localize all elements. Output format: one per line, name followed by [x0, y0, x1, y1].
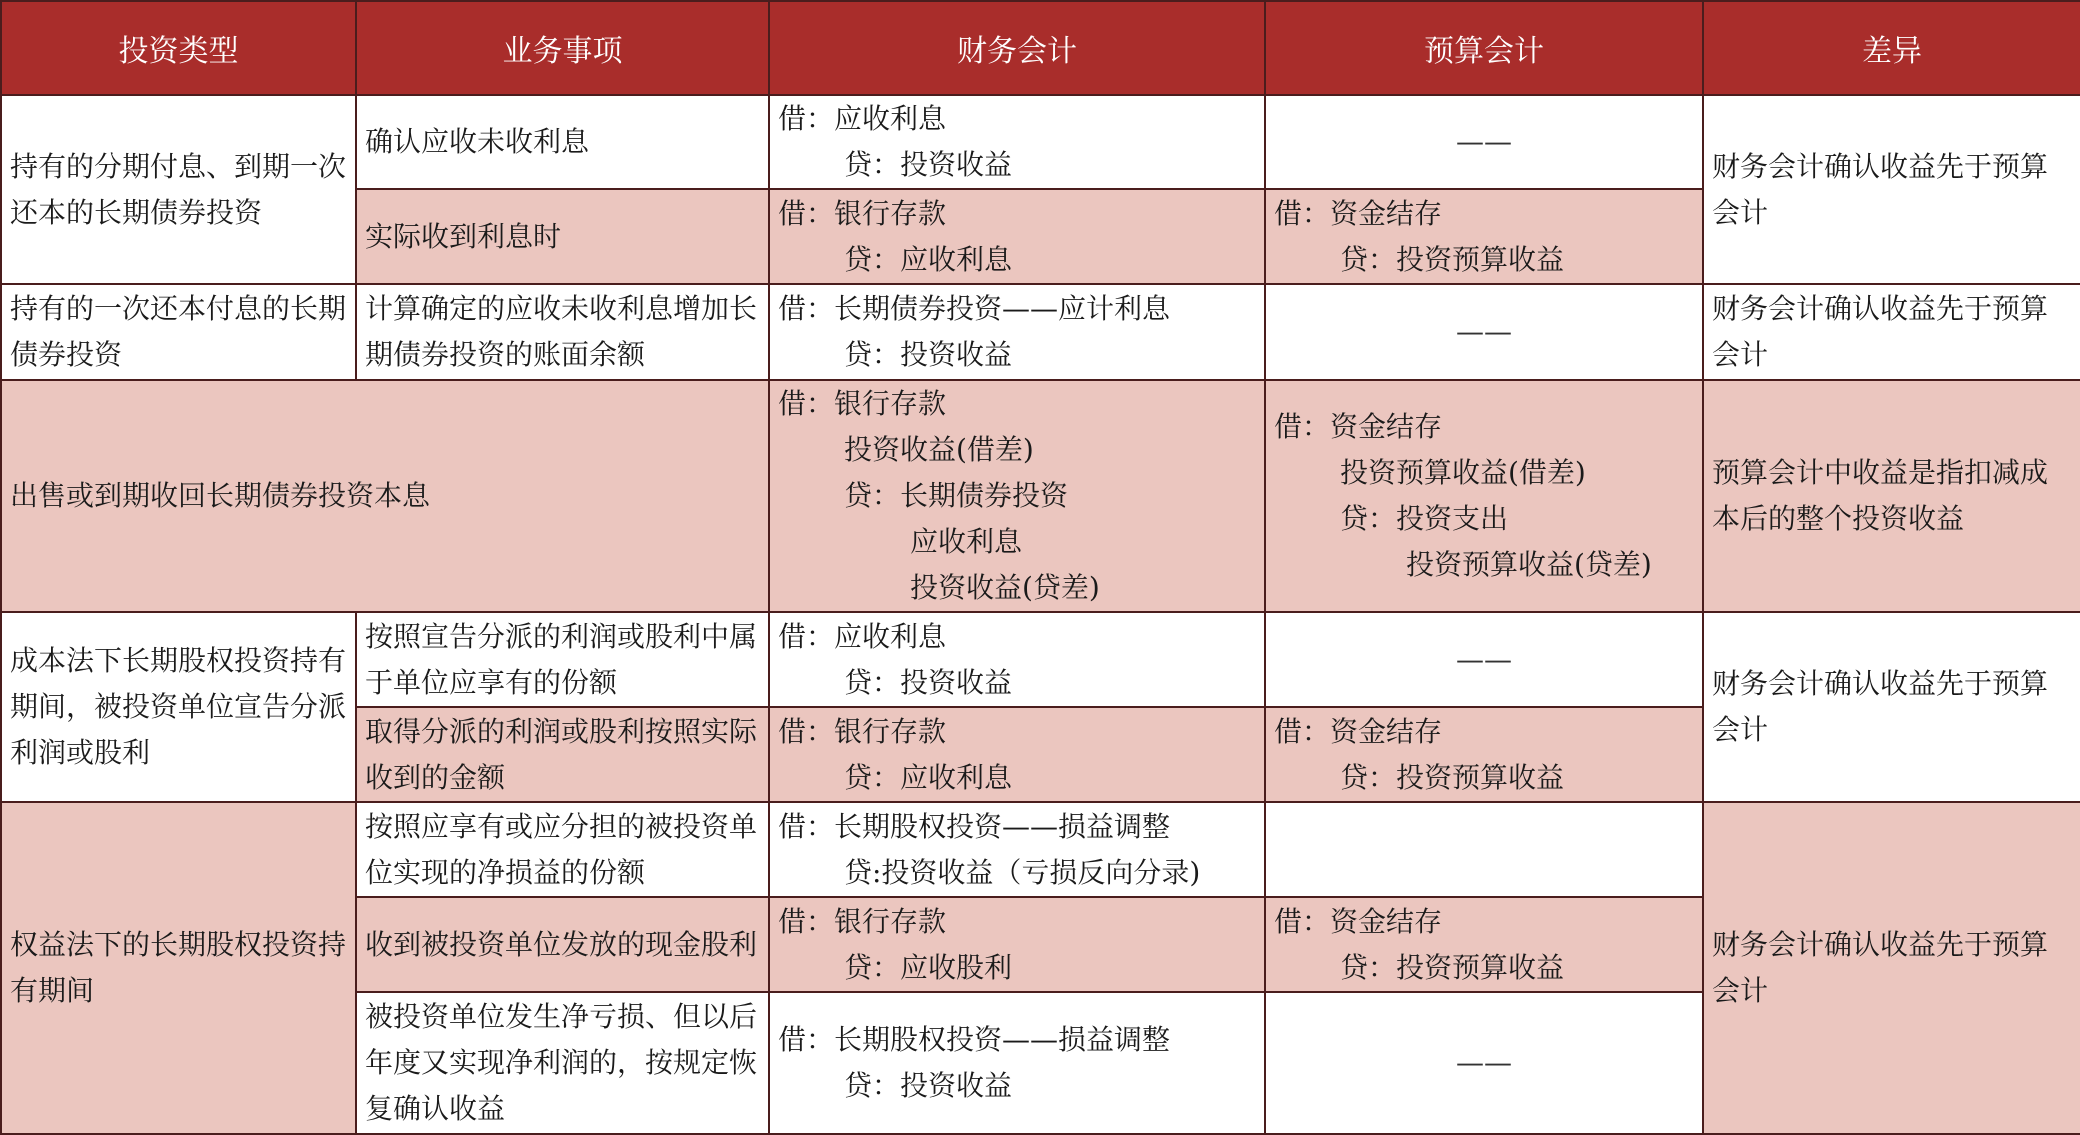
business-item-cell: 取得分派的利润或股利按照实际收到的金额 [356, 707, 769, 802]
journal-line: 借：资金结存 [1274, 409, 1443, 443]
difference-cell: 财务会计确认收益先于预算会计 [1703, 284, 2080, 379]
budget-entry-cell [1265, 992, 1703, 1134]
journal-line: 投资预算收益(贷差) [1406, 547, 1652, 581]
business-item-cell: 收到被投资单位发放的现金股利 [356, 897, 769, 991]
journal-line: 借：银行存款 [778, 196, 947, 230]
business-item-cell: 被投资单位发生净亏损、但以后年度又实现净利润的，按规定恢复确认收益 [356, 992, 769, 1134]
business-item-cell: 确认应收未收利息 [356, 95, 769, 189]
table-row [1, 802, 2080, 897]
budget-entry-cell [1265, 612, 1703, 707]
financial-entry-cell [769, 707, 1265, 802]
table-row [1, 284, 2080, 379]
difference-cell: 财务会计确认收益先于预算会计 [1703, 802, 2080, 1134]
journal-line: 借：长期债券投资——应计利息 [778, 291, 1171, 325]
journal-line: 投资预算收益(借差) [1340, 455, 1586, 489]
business-item-cell: 实际收到利息时 [356, 189, 769, 284]
header-budget-accounting: 预算会计 [1265, 1, 1703, 95]
empty-dash: —— [1456, 642, 1512, 676]
financial-entry-cell [769, 612, 1265, 707]
budget-entry-cell [1265, 707, 1703, 802]
header-business-item: 业务事项 [356, 1, 769, 95]
journal-line: 贷：投资支出 [1340, 501, 1509, 535]
journal-line: 贷：投资收益 [844, 1068, 1013, 1102]
journal-line: 借：银行存款 [778, 904, 947, 938]
financial-entry-cell [769, 992, 1265, 1134]
business-item-cell: 计算确定的应收未收利息增加长期债券投资的账面余额 [356, 284, 769, 379]
journal-line: 投资收益(贷差) [910, 570, 1100, 604]
investment-type-cell: 出售或到期收回长期债券投资本息 [1, 380, 769, 612]
header-row [1, 1, 2080, 95]
difference-cell: 预算会计中收益是指扣减成本后的整个投资收益 [1703, 380, 2080, 612]
budget-entry-cell [1265, 284, 1703, 379]
budget-entry-cell [1265, 802, 1703, 897]
table-row [1, 95, 2080, 189]
journal-line: 借：应收利息 [778, 102, 947, 136]
empty-dash: —— [1456, 125, 1512, 159]
journal-line: 贷：投资预算收益 [1340, 242, 1565, 276]
investment-type-cell: 持有的一次还本付息的长期债券投资 [1, 284, 356, 379]
journal-line: 贷：投资预算收益 [1340, 760, 1565, 794]
journal-line: 贷：投资收益 [844, 665, 1013, 699]
financial-entry-cell [769, 95, 1265, 189]
journal-line: 贷:投资收益（亏损反向分录) [844, 855, 1201, 889]
difference-cell: 财务会计确认收益先于预算会计 [1703, 612, 2080, 802]
investment-type-cell: 权益法下的长期股权投资持有期间 [1, 802, 356, 1134]
empty-dash: —— [1456, 314, 1512, 348]
financial-entry-cell [769, 380, 1265, 612]
journal-line: 贷：应收利息 [844, 760, 1013, 794]
business-item-cell: 按照应享有或应分担的被投资单位实现的净损益的份额 [356, 802, 769, 897]
journal-line: 借：资金结存 [1274, 904, 1443, 938]
header-financial-accounting: 财务会计 [769, 1, 1265, 95]
journal-line: 贷：投资收益 [844, 148, 1013, 182]
journal-line: 借：资金结存 [1274, 196, 1443, 230]
financial-entry-cell [769, 284, 1265, 379]
journal-line: 贷：应收股利 [844, 950, 1013, 984]
journal-line: 借：长期股权投资——损益调整 [778, 809, 1171, 843]
investment-type-cell: 成本法下长期股权投资持有期间，被投资单位宣告分派利润或股利 [1, 612, 356, 802]
financial-entry-cell [769, 802, 1265, 897]
difference-cell: 财务会计确认收益先于预算会计 [1703, 95, 2080, 284]
journal-line: 借：银行存款 [778, 714, 947, 748]
journal-line: 借：长期股权投资——损益调整 [778, 1022, 1171, 1056]
journal-line: 贷：投资预算收益 [1340, 950, 1565, 984]
financial-entry-cell [769, 897, 1265, 991]
journal-line: 投资收益(借差) [844, 432, 1034, 466]
journal-line: 应收利息 [910, 524, 1023, 558]
journal-line: 贷：投资收益 [844, 337, 1013, 371]
journal-line: 借：资金结存 [1274, 714, 1443, 748]
journal-line: 借：应收利息 [778, 619, 947, 653]
financial-entry-cell [769, 189, 1265, 284]
header-investment-type: 投资类型 [1, 1, 356, 95]
business-item-cell: 按照宣告分派的利润或股利中属于单位应享有的份额 [356, 612, 769, 707]
budget-entry-cell [1265, 897, 1703, 991]
investment-type-cell: 持有的分期付息、到期一次还本的长期债券投资 [1, 95, 356, 284]
table-row [1, 380, 2080, 612]
budget-entry-cell [1265, 189, 1703, 284]
budget-entry-cell [1265, 95, 1703, 189]
journal-line: 借：银行存款 [778, 386, 947, 420]
journal-line: 贷：应收利息 [844, 242, 1013, 276]
empty-dash: —— [1456, 1045, 1512, 1079]
budget-entry-cell [1265, 380, 1703, 612]
table-row [1, 612, 2080, 707]
header-difference: 差异 [1703, 1, 2080, 95]
journal-line: 贷：长期债券投资 [844, 478, 1069, 512]
